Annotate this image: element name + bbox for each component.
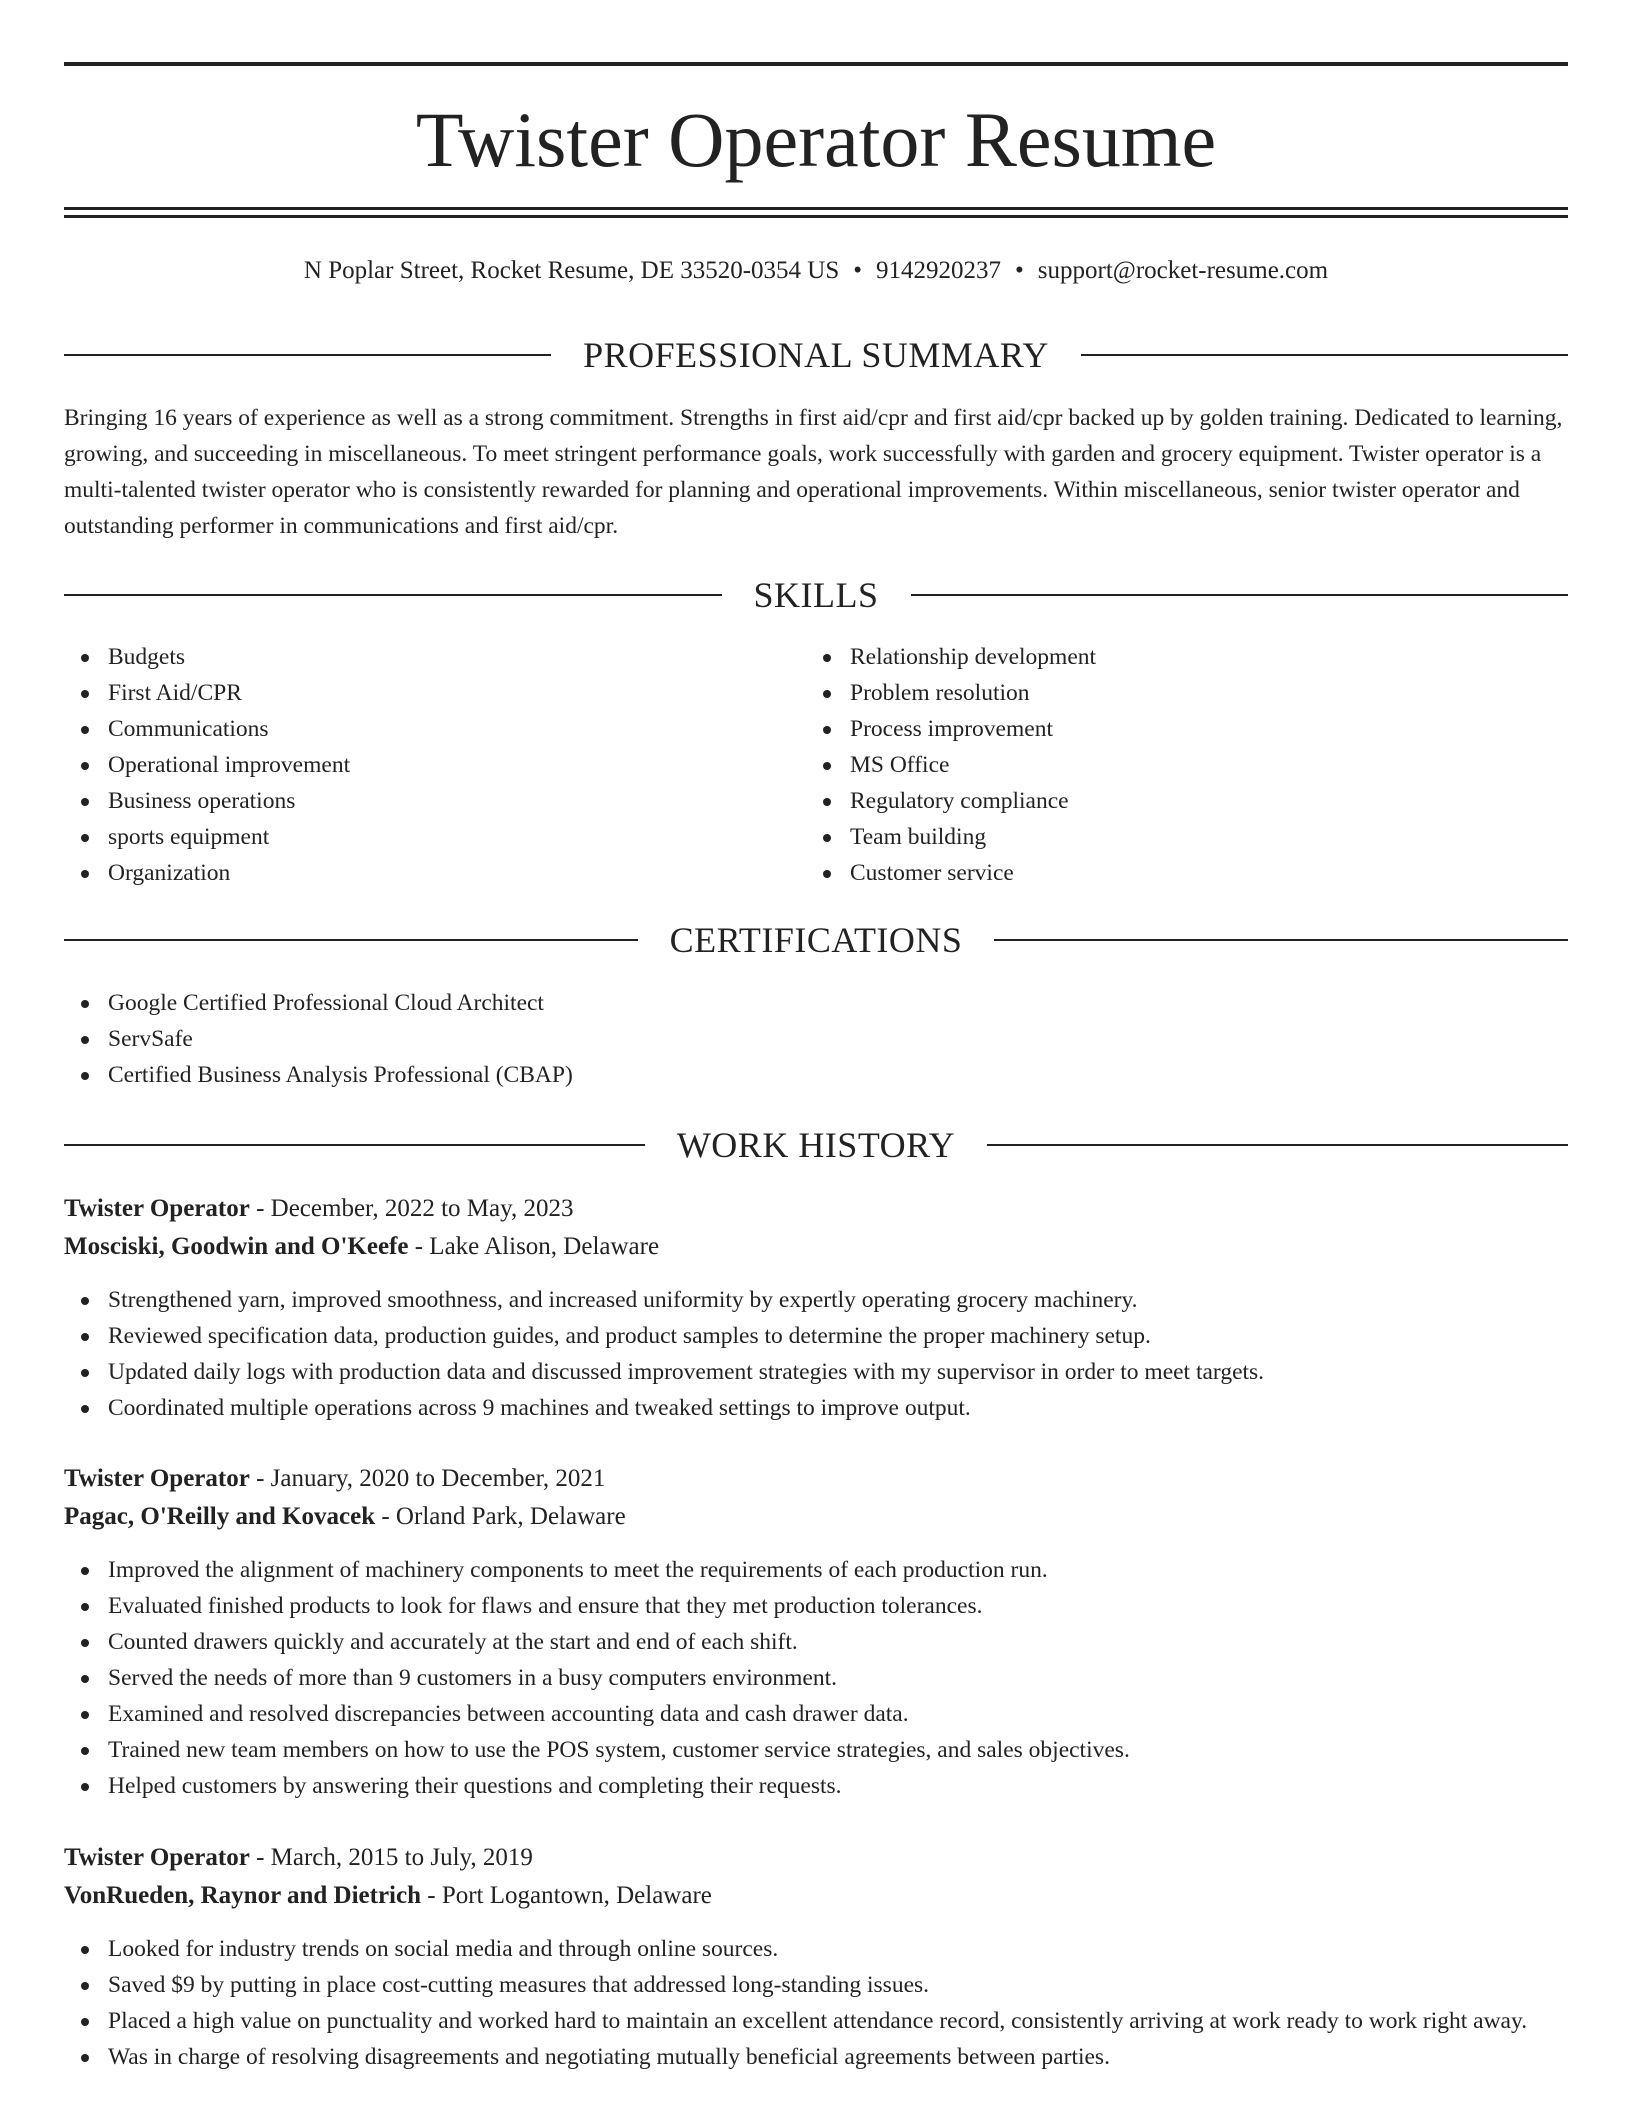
job-dates: - March, 2015 to July, 2019: [249, 1844, 533, 1871]
title-rule-lower: [64, 215, 1568, 218]
certification-item: Certified Business Analysis Professional (CBAP): [64, 1057, 1568, 1093]
skills-right-column: [806, 639, 1546, 891]
job-duty: Strengthened yarn, improved smoothness, and increased uniformity by expertly operating grocery machinery.: [64, 1282, 1568, 1318]
job-duty: Served the needs of more than 9 customers in a busy computers environment.: [64, 1660, 1568, 1696]
job-entry: [64, 1190, 1568, 1426]
job-duty: Looked for industry trends on social media and through online sources.: [64, 1931, 1568, 1967]
skill-item: Business operations: [64, 783, 804, 819]
job-location: - Port Logantown, Delaware: [421, 1882, 712, 1909]
top-rule: [64, 62, 1568, 66]
job-company-line: [64, 1877, 1568, 1915]
skill-item: Process improvement: [806, 711, 1546, 747]
certification-item: ServSafe: [64, 1021, 1568, 1057]
certifications-list: [64, 985, 1568, 1093]
job-duty: Coordinated multiple operations across 9 machines and tweaked settings to improve output.: [64, 1390, 1568, 1426]
job-dates: - December, 2022 to May, 2023: [249, 1195, 574, 1222]
job-duty: Was in charge of resolving disagreements and negotiating mutually beneficial agreements between parties.: [64, 2039, 1568, 2075]
job-title-line: [64, 1190, 1568, 1228]
job-company: VonRueden, Raynor and Dietrich: [64, 1882, 421, 1909]
skill-item: Organization: [64, 855, 804, 891]
resume-title: Twister Operator Resume: [415, 96, 1217, 183]
job-duty: Saved $9 by putting in place cost-cutting measures that addressed long-standing issues.: [64, 1967, 1568, 2003]
job-duties-list: [64, 1552, 1568, 1804]
job-entry: [64, 1839, 1568, 2075]
job-duty: Trained new team members on how to use the POS system, customer service strategies, and sales objectives.: [64, 1732, 1568, 1768]
skill-item: Problem resolution: [806, 675, 1546, 711]
job-duty: Placed a high value on punctuality and worked hard to maintain an excellent attendance record, consistently arriving at work ready to work right away.: [64, 2003, 1568, 2039]
job-title: Twister Operator: [64, 1844, 250, 1871]
job-duty: Improved the alignment of machinery components to meet the requirements of each production run.: [64, 1552, 1568, 1588]
job-dates: - January, 2020 to December, 2021: [249, 1465, 606, 1492]
job-location: - Lake Alison, Delaware: [408, 1233, 660, 1260]
heading-rule: [994, 939, 1568, 941]
skills-heading: SKILLS: [753, 575, 879, 615]
contact-email: support@rocket-resume.com: [1037, 257, 1329, 284]
job-title-line: [64, 1839, 1568, 1877]
heading-rule: [64, 939, 638, 941]
heading-rule: [64, 594, 722, 596]
job-company-line: [64, 1228, 1568, 1266]
certification-item: Google Certified Professional Cloud Architect: [64, 985, 1568, 1021]
job-duty: Updated daily logs with production data and discussed improvement strategies with my supervisor in order to meet targets.: [64, 1354, 1568, 1390]
job-title-line: [64, 1460, 1568, 1498]
job-company: Pagac, O'Reilly and Kovacek: [64, 1503, 376, 1530]
work-heading: WORK HISTORY: [676, 1125, 956, 1165]
skill-item: sports equipment: [64, 819, 804, 855]
job-entry: [64, 1460, 1568, 1804]
skills-left-column: [64, 639, 804, 891]
job-company: Mosciski, Goodwin and O'Keefe: [64, 1233, 409, 1260]
skill-item: Customer service: [806, 855, 1546, 891]
skill-item: First Aid/CPR: [64, 675, 804, 711]
job-duty: Counted drawers quickly and accurately at the start and end of each shift.: [64, 1624, 1568, 1660]
job-duty: Examined and resolved discrepancies between accounting data and cash drawer data.: [64, 1696, 1568, 1732]
skills-list-right: [806, 639, 1546, 891]
skills-list-left: [64, 639, 804, 891]
certifications-section-heading: [64, 918, 1568, 962]
job-duties-list: [64, 1931, 1568, 2075]
heading-rule: [64, 1144, 645, 1146]
job-title: Twister Operator: [64, 1195, 250, 1222]
contact-line: [64, 254, 1568, 288]
summary-heading: PROFESSIONAL SUMMARY: [583, 335, 1049, 375]
skill-item: Budgets: [64, 639, 804, 675]
heading-rule: [64, 354, 551, 356]
contact-separator: •: [853, 257, 863, 284]
certifications-heading: CERTIFICATIONS: [669, 920, 963, 960]
contact-phone: 9142920237: [876, 257, 1002, 284]
skill-item: Relationship development: [806, 639, 1546, 675]
job-location: - Orland Park, Delaware: [375, 1503, 626, 1530]
skills-section-heading: [64, 573, 1568, 617]
job-duty: Helped customers by answering their questions and completing their requests.: [64, 1768, 1568, 1804]
contact-address: N Poplar Street, Rocket Resume, DE 33520-0354 US: [303, 257, 840, 284]
skill-item: Communications: [64, 711, 804, 747]
skill-item: Team building: [806, 819, 1546, 855]
work-section-heading: [64, 1123, 1568, 1167]
job-company-line: [64, 1498, 1568, 1536]
job-duty: Reviewed specification data, production guides, and product samples to determine the proper machinery setup.: [64, 1318, 1568, 1354]
heading-rule: [911, 594, 1569, 596]
skill-item: Regulatory compliance: [806, 783, 1546, 819]
job-duties-list: [64, 1282, 1568, 1426]
heading-rule: [1081, 354, 1568, 356]
job-title: Twister Operator: [64, 1465, 250, 1492]
summary-section-heading: [64, 333, 1568, 377]
skill-item: MS Office: [806, 747, 1546, 783]
job-duty: Evaluated finished products to look for flaws and ensure that they met production tolerances.: [64, 1588, 1568, 1624]
contact-separator: •: [1015, 257, 1024, 284]
heading-rule: [987, 1144, 1568, 1146]
skill-item: Operational improvement: [64, 747, 804, 783]
title-rule-upper: [64, 207, 1568, 210]
summary-text: Bringing 16 years of experience as well as a strong commitment. Strengths in first aid/cpr and first aid/cpr backed up by golden training. Dedicated to learning, growing, and succeeding in miscellaneous. To meet stringent performance goals, work successfully with garden and grocery equipment. Twister operator is a multi-talented twister operator who is consistently rewarded for planning and operational improvements. Within miscellaneous, senior twister operator and outstanding performer in communications and first aid/cpr.: [64, 405, 1563, 539]
